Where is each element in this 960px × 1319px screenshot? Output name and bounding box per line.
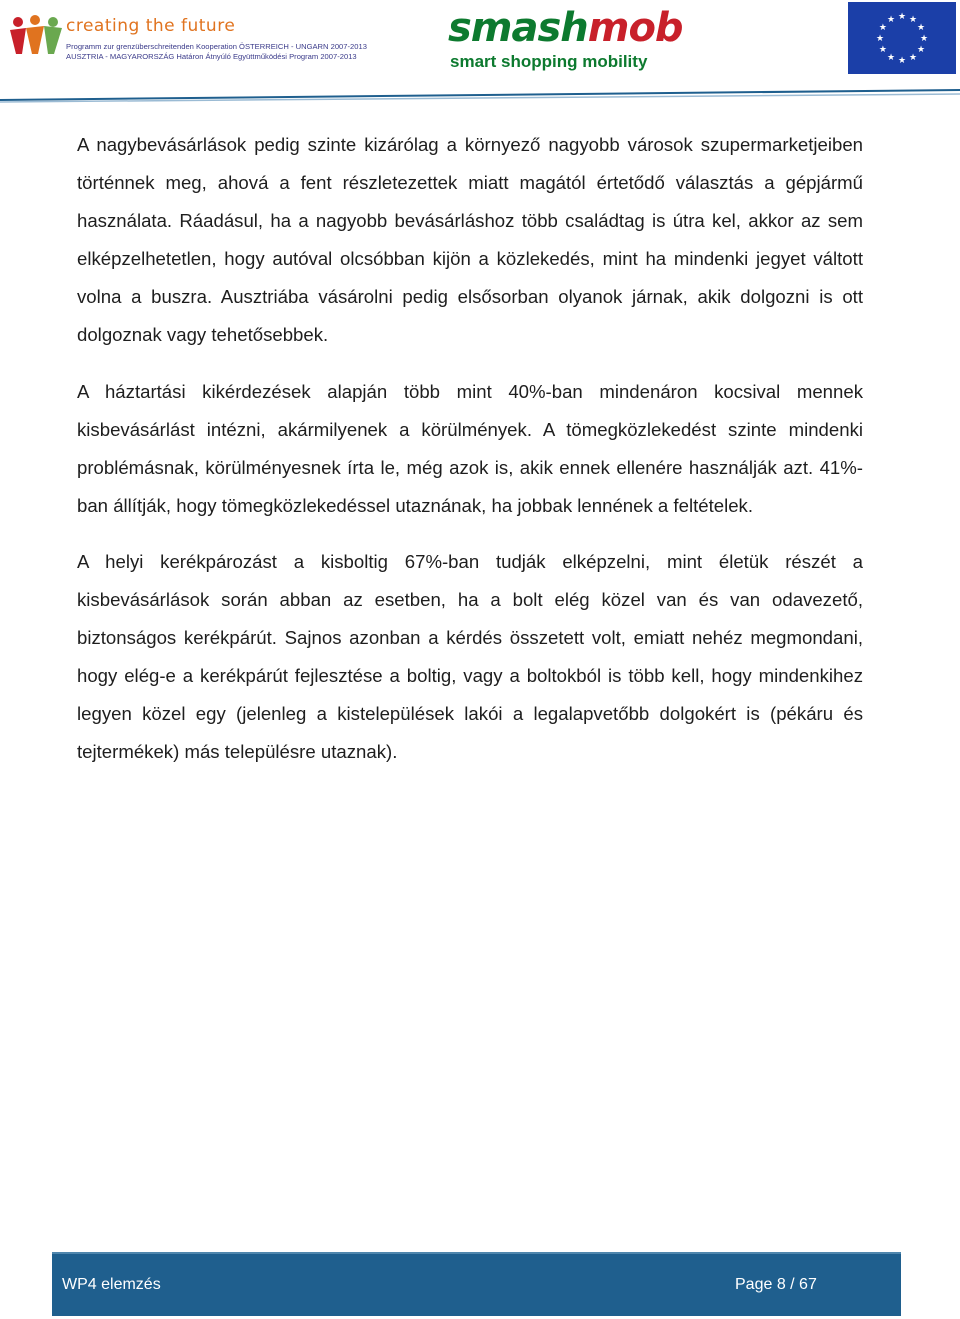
eu-star-icon: ★ — [878, 22, 887, 32]
eu-star-icon: ★ — [919, 33, 929, 43]
project-logo-part-2: mob — [587, 5, 683, 51]
eu-star-icon: ★ — [917, 44, 926, 54]
eu-star-icon: ★ — [886, 52, 896, 63]
eu-star-icon: ★ — [908, 52, 918, 63]
page-body — [77, 126, 863, 790]
body-paragraph: A helyi kerékpározást a kisboltig 67%-ban tudják elképzelni, mint életük részét a kisbevásárlások során abban az esetben, ha a bolt elég közel van és van odavezető, biztonságos kerékpárút. Sajnos azonban a kérdés összetett volt, emiatt nehéz megmondani, hogy elég-e a kerékpárút fejlesztése a boltig, vagy a boltokból is több kell, hogy mindenkihez legyen közel egy (jelenleg a kistelepülések lakói a legalapvetőbb dolgokért is (pékáru és tejtermékek) más településre utaznak). — [77, 550, 863, 763]
page-number: Page 8 / 67 — [735, 1276, 817, 1293]
page-footer — [52, 1252, 901, 1316]
eu-star-icon: ★ — [897, 11, 907, 21]
program-logo — [8, 12, 367, 68]
eu-star-icon: ★ — [897, 55, 907, 65]
project-logo-tagline: smart shopping mobility — [450, 52, 648, 71]
footer-section-label: WP4 elemzés — [62, 1276, 161, 1293]
page-header — [0, 0, 960, 110]
header-divider — [0, 80, 960, 110]
eu-star-icon: ★ — [917, 22, 926, 32]
project-logo-part-1: smash — [448, 5, 588, 51]
eu-flag-icon — [848, 2, 956, 74]
body-paragraph: A nagybevásárlások pedig szinte kizárólag a környező nagyobb városok szupermarketjeiben történnek meg, ahová a fent részletezettek miatt magától értetődő választás a gépjármű használata. Ráadásul, ha a nagyobb bevásárláshoz több családtag is útra kel, akkor az sem elképzelhetetlen, hogy autóval olcsóbban kijön a közlekedés, mint ha mindenki jegyet váltott volna a buszra. Ausztriába vásárolni pedig elsősorban olyanok járnak, akik dolgozni is ott dolgoznak vagy tehetősebbek. — [77, 134, 863, 346]
eu-star-icon: ★ — [878, 44, 887, 54]
eu-star-icon: ★ — [886, 13, 896, 24]
eu-star-icon: ★ — [908, 13, 918, 24]
project-logo — [448, 5, 683, 76]
program-logo-title: creating the future — [66, 16, 236, 36]
program-logo-line-2: AUSZTRIA - MAGYARORSZÁG Határon Átnyúló Együttműködési Program 2007-2013 — [66, 52, 357, 61]
project-logo-wordmark — [448, 6, 683, 50]
eu-star-icon: ★ — [875, 33, 885, 43]
program-logo-line-1: Programm zur grenzüberschreitenden Kooperation ÖSTERREICH - UNGARN 2007-2013 — [66, 42, 367, 51]
people-figures-icon — [8, 14, 64, 58]
body-paragraph: A háztartási kikérdezések alapján több mint 40%-ban mindenáron kocsival mennek kisbevásárlást intézni, akármilyenek a körülmények. A tömegközlekedést szinte mindenki problémásnak, körülményesnek írta le, még azok is, akik ennek ellenére használják azt. 41%-ban állítják, hogy tömegközlekedéssel utaznának, ha jobbak lennének a feltételek. — [77, 380, 863, 516]
